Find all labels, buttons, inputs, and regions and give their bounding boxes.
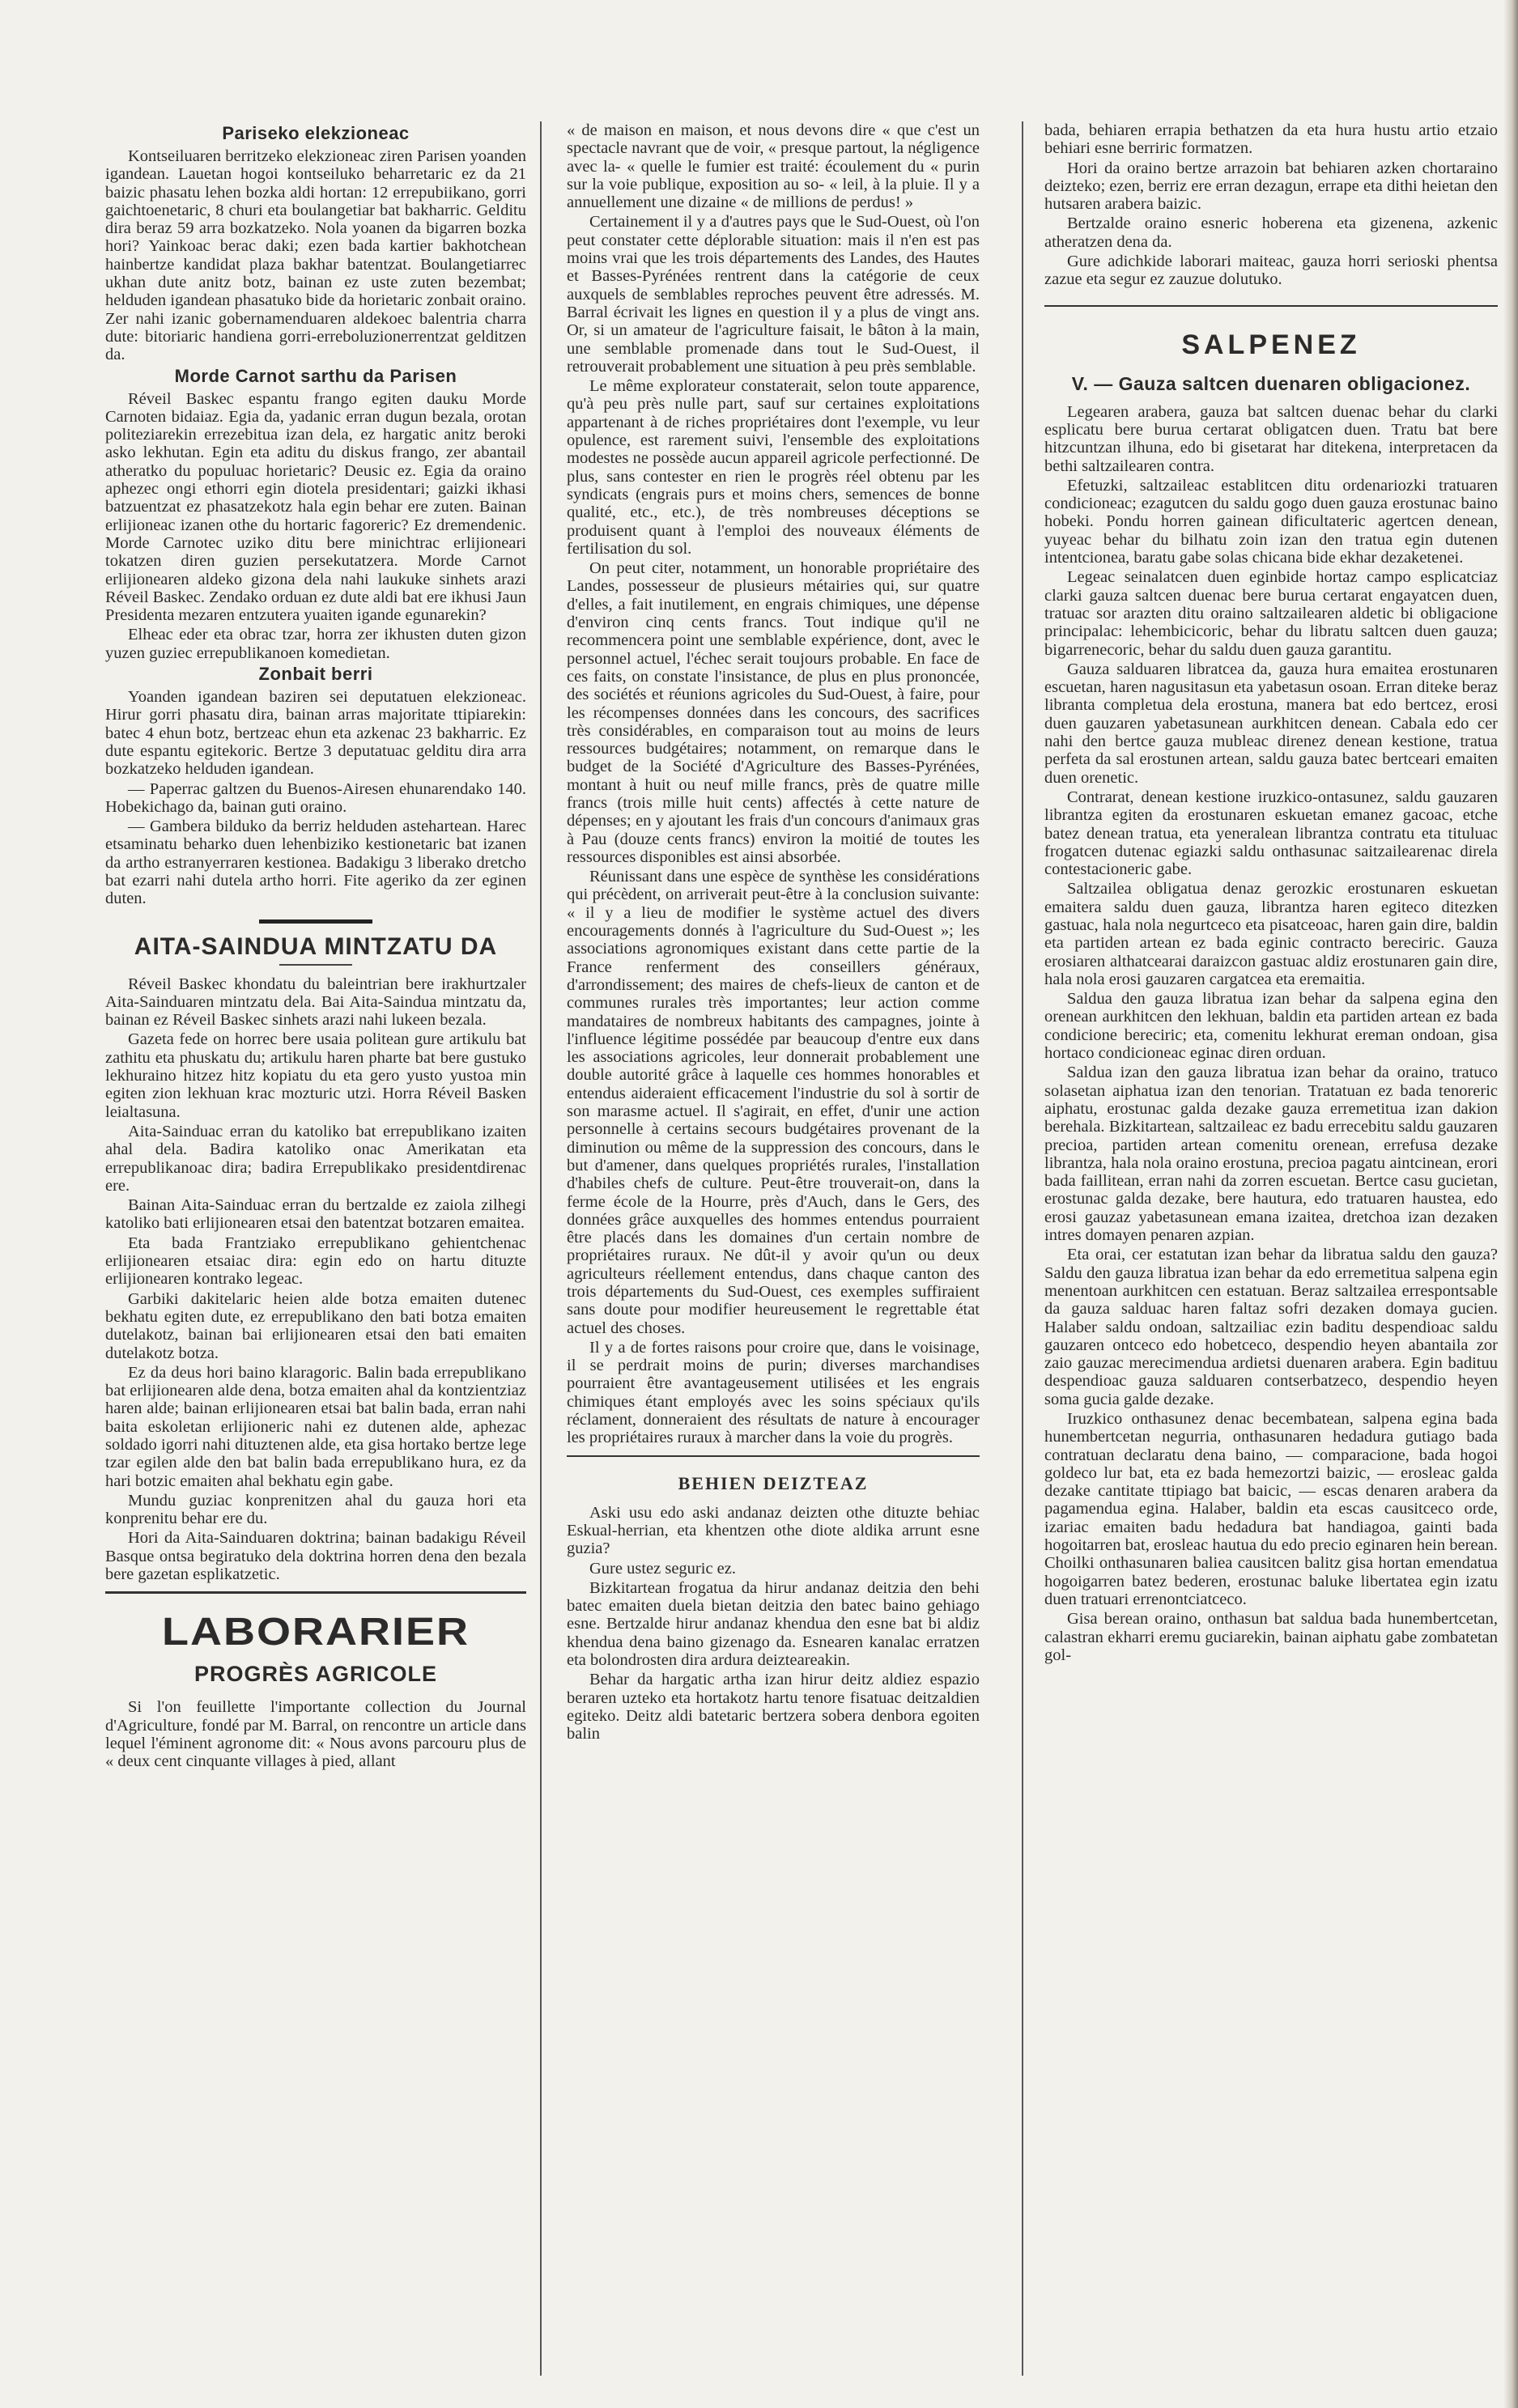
article-paragraph: Le même explorateur constaterait, selon toute apparence, qu'à peu près nulle part, sauf sur certaines exploitations appartenant à de riches propriétaires dont l'exemple, vu leur opulence, est rarement suivi, l'ensemble des exploitations modestes ne possède aucun appareil agricole perfectionné. De plus, sans contester en rien le progrès réel obtenu par les syndicats (engrais purs et moins chers, semences de bonne qualité, etc., etc.), de très nombreuses déceptions se produisent quant à l'emploi des nouveaux éléments de fertilisation du sol.: [567, 377, 980, 558]
section-heading: LABORARIER: [162, 1610, 470, 1654]
article-paragraph: Legeac seinalatcen duen eginbide hortaz campo esplicatciaz clarki gauza saltcen duenac bere burua certarat engayatcen duen, tratuac sor arazten ditu oraino saltzailearen aldetic bi obligacione principalac: lehembicicoric, behar du libratu saltcen duen gauza; bigarrenecoric, behar du saldu duen gauza garantitu.: [1044, 568, 1498, 659]
article-paragraph: Gauza salduaren libratcea da, gauza hura emaitea erostunaren escuetan, haren nagusitasun eta yabetasun osoan. Erran diteke beraz libranta completua dela erostuna, manera bat edo bertcez, erosi duen gauzaren yabetasunean aurkhitcen denean. Cabala edo cer nahi den bertce gauza mubleac direnez denean kestione, tratua perfeta da sal erostunen artean, saldu gauza batec bertceari emaiten duen orenetic.: [1044, 660, 1498, 787]
article-paragraph: Gure ustez seguric ez.: [589, 1559, 736, 1578]
section-heading: AITA-SAINDUA MINTZATU DA: [134, 932, 498, 960]
article-paragraph: Ez da deus hori baino klaragoric. Balin bada errepublikano bat erlijionearen alde dena, botza emaiten ahal da kontzientziaz haren alde; bainan erlijionearen etsai bat balin bada, erran nahi baita eskoletan erlijioneric nahi ez dutenen alde, aphezac soldado igorri nahi dituztenen alde, eta gisa hortako bertze lege tzar egilen alde den bat balin bada errepublikano hura, ez da hari botzic emaiten ahal bekhatu egin gabe.: [105, 1363, 526, 1490]
article-paragraph: Réunissant dans une espèce de synthèse les considérations qui précèdent, on arriverait peut-être à la conclusion suivante: « il y a lieu de modifier le système actuel des divers encouragements donnés à l'agriculture du Sud-Ouest »; les associations agronomiques existant dans cette partie de la France renferment des conseillers généraux, d'arrondissement; des maires de chefs-lieux de canton et de communes rurales très importantes; leur action comme mandataires de nombreux habitants des campagnes, jointe à l'influence légitime possédée par beaucoup d'entre eux dans les associations agricoles, leur donnerait probablement une double autorité grâce à laquelle ces hommes honorables et entendus aideraient efficacement l'industrie du sol à sortir de son marasme actuel. Il s'agirait, en effet, d'unir une action personnelle à certains secours budgétaires provenant de la diminution ou même de la suppression des concours, dans le but d'amener, dans quelques propriétés rurales, l'installation d'habiles chefs de culture. Peut-être trouverait-on, dans la ferme école de la Hourre, près d'Auch, dans le Gers, des données grâce auxquelles des hommes entendus pourraient être placés dans les domaines d'un certain nombre de propriétaires ruraux. Ne dût-il y avoir qu'un ou deux agriculteurs réellement entendus, dans chaque canton des trois départements du Sud-Ouest, ces exemples suffiraient sans doute pour modifier heureusement le regrettable état actuel des choses.: [567, 868, 980, 1337]
article-paragraph: Contrarat, denean kestione iruzkico-ontasunez, saldu gauzaren librantza egiten da erostunaren eskuetan emanez gacoac, etche batez denean tratua, eta yeneralean librantza contratu eta tituluac frogatcen dutenac egiazki saldu onthasunac saitzailearenac direla contestacioneric gabe.: [1044, 788, 1498, 879]
article-paragraph: Gure adichkide laborari maiteac, gauza horri serioski phentsa zazue eta segur ez zauzue dolutuko.: [1044, 253, 1498, 289]
chapter-heading: V. — Gauza saltcen duenaren obligacionez.: [1071, 372, 1471, 394]
article-paragraph: Hori da oraino bertze arrazoin bat behiaren azken chortaraino deizteko; ezen, berriz ere erran dezagun, errape eta dithi heietan den hutsaren arabera baizic.: [1044, 159, 1498, 214]
section-subheading: PROGRÈS AGRICOLE: [193, 1662, 438, 1687]
section-heading: SALPENEZ: [1181, 329, 1361, 360]
article-paragraph: Bizkitartean frogatua da hirur andanaz deitzia den behi batec emaiten duela bietan deitzia den batec baino gehiago esne. Bertzalde hirur andanaz khendua den esne bat bi aldiz khendua dena baino gizenago da. Esnearen kanalac erratzen eta bolondrosten dira ardura deizteareakin.: [567, 1578, 980, 1670]
divider: [567, 1455, 980, 1457]
article-paragraph: — Paperrac galtzen du Buenos-Airesen ehunarendako 140. Hobekichago da, bainan guti oraino.: [105, 779, 526, 816]
article-paragraph: Elheac eder eta obrac tzar, horra zer ikhusten duten gizon yuzen guziec errepublikanoen komedietan.: [105, 626, 526, 662]
section-heading: Pariseko elekzioneac: [222, 123, 410, 143]
article-paragraph: On peut citer, notamment, un honorable propriétaire des Landes, possesseur de plusieurs métairies qui, sur quatre d'elles, a fait inutilement, en engrais chimiques, une dépense d'environ cinq cents francs. Tout indique qu'il ne recommencera point une semblable expérience, dont, avec le personnel actuel, l'échec serait toujours probable. En face de ces faits, on constate l'insistance, de plus en plus prononcée, des sociétés et réunions agricoles du Sud-Ouest, à faire, pour les récompenses données dans les concours, des sacrifices très considérables, en comparaison tout au moins de leurs ressources budgétaires; notamment, on remarque dans le budget de la Société d'Agriculture des Basses-Pyrénées, montant à huit ou neuf mille francs, près de quatre mille francs (trois mille huit cents) affectés à cette nature de dépenses; en y ajoutant les frais d'un concours d'animaux gras à Pau (douze cents francs) environ la moitié de toutes les ressources disponibles est ainsi absorbée.: [567, 559, 980, 866]
page-edge-shadow: [1503, 0, 1518, 2408]
section-heading: BEHIEN DEIZTEAZ: [678, 1472, 869, 1493]
column-3: [1044, 121, 1498, 2388]
divider: [259, 919, 372, 924]
article-paragraph: Garbiki dakitelaric heien alde botza emaiten dutenec bekhatu egiten dute, ez errepublikano den bati botza emaiten dutelakotz, bainan bai erlijionearen etsai den bati emaiten dutelakotz botza.: [105, 1289, 526, 1362]
article-paragraph: Behar da hargatic artha izan hirur deitz aldiez espazio beraren uzteko eta hortakotz hartu tenore fisatuac deitzaldien egiteko. Deitz aldi batetaric bertzera sobera denbora egoiten balin: [567, 1671, 980, 1743]
divider: [105, 1591, 526, 1594]
column-rule: [540, 121, 542, 2376]
article-paragraph: Réveil Baskec khondatu du baleintrian bere irakhurtzaler Aita-Sainduaren mintzatu dela. Bai Aita-Saindua mintzatu da, bainan ez Réveil Baskec sinhets arazi nahi lukeen bezala.: [105, 975, 526, 1030]
divider: [279, 964, 352, 966]
article-paragraph: Eta orai, cer estatutan izan behar da libratua saldu den gauza? Saldu den gauza libratua izan behar da edo erremetitua salpena egin menentoan aurkhitcen cen estatuan. Beraz saltzailea errespontsable da gauza salduac haren faltaz sofri dezaken domaya gucien. Halaber saldu ondoan, saltzailiac ezin baditu despendioac saldu gauzaren ontceco edo hobetceco, despendio heyen abantaila zor zaio gauzac merecimendua ardietsi duenaren arabera. Egin badituu despendioac gauza salduaren contserbatzeco, despendio heyen soma gucia galde dezake.: [1044, 1246, 1498, 1408]
article-paragraph: Hori da Aita-Sainduaren doktrina; bainan badakigu Réveil Basque ontsa begiratuko dela doktrina horren dena den bezala bere gazetan esplikatzetic.: [105, 1529, 526, 1584]
column-2: [567, 121, 980, 2388]
article-paragraph: Réveil Baskec espantu frango egiten dauku Morde Carnoten bidaiaz. Egia da, yadanic erran dugun bezala, orotan politeziarekin errezebitua izan dela, ez hargatic anitz beroki asko lekhutan. Egin eta aditu du diskus frango, zer abantail atheratko du populuac horietaric? Deusic ez. Egia da oraino aphezec ongi ethorri egin diotela presidentari; gaizki ikhasi batzuentzat ez phasatzekotz hala egin behar ere zuten. Bainan erlijioneac izanen othe du hortaric fagoreric? Ez dremendenic. Morde Carnotec uziko ditu bere minichtrac erlijioneari tokatzen diren guzien persekutatzera. Morde Carnot erlijionearen aldeko gizona dela nahi laukuke sinhets arazi Réveil Baskec. Zendako orduan ez dute aldi bat ere ikhusi Jaun Presidenta mezaren entzutera yuaiten igande egunarekin?: [105, 389, 526, 625]
article-paragraph: Efetuzki, saltzaileac establitcen ditu ordenariozki tratuaren condicioneac; ezagutcen du saldu gogo duen gauza erostunac baino hobeki. Pondu horren gainean dificultateric agertcen denean, yuyeac behar du bilhatu zoin izan den tratua egin dutenen intentcionea, baratu gabe solas chicana bide ekhar dezaketenei.: [1044, 476, 1498, 567]
column-1: [105, 121, 526, 2388]
article-paragraph: Mundu guziac konprenitzen ahal du gauza hori eta konprenitu behar ere du.: [105, 1491, 526, 1528]
article-paragraph: Bainan Aita-Sainduac erran du bertzalde ez zaiola zilhegi katoliko bati erlijionearen etsai den batentzat botzaren emaitea.: [105, 1196, 526, 1233]
article-paragraph: Eta bada Frantziako errepublikano gehientchenac erlijionearen etsaiac dira: egin edo on hartu dituzte erlijionearen kontrako legeac.: [105, 1234, 526, 1289]
article-paragraph: Aita-Sainduac erran du katoliko bat errepublikano izaiten ahal dela. Badira katoliko onac Amerikatan eta errepublikanoac dira; badira Errepublikako presidentdirenac ere.: [105, 1122, 526, 1195]
article-paragraph: Kontseiluaren berritzeko elekzioneac ziren Parisen yoanden igandean. Lauetan hogoi kontseiluko beharretaric ez da 21 baizic phasatu lehen bozka aldi hortan: 12 errepubiikano, gorri gaichtoenetaric, 8 churi eta boulangetiar bat bakharric. Gelditu dira beraz 59 arra bozkatzeko. Nola yoanen da bigarren bozka hori? Yainkoac berac daki; ezen bada kartier bakhotchean hainbertze kandidat plaza bakhar batentzat. Boulangetiarrec ukhan dute anitz botz, bainan ez uste zuten bezembat; helduden igandean phasatuko bide da horietaric zonbait oraino. Zer nahi izanic gobernamenduaren aldekoec balentria charra dute: bitoriaric handiena gorri-erreboluzionerrentzat gelditzen da.: [105, 147, 526, 364]
article-paragraph: Si l'on feuillette l'importante collection du Journal d'Agriculture, fondé par M. Barral, on rencontre un article dans lequel l'éminent agronome dit: « Nous avons parcouru plus de « deux cent cinquante villages à pied, allant: [105, 1698, 526, 1771]
article-paragraph: Saltzailea obligatua denaz gerozkic erostunaren eskuetan emaitera saldu duen gauza, librantza haren egiteco ditezken gastuac, hala nola negurtceco eta pisatceoac, haren gain dire, baldin eta partiden artean ez bada eginic contracto bereciric. Gauza erosiaren althatcearai daraizcon gastuac aldiz erostunaren gain dire, hala nola erosi gauzaren cargatcea eta eremaitia.: [1044, 880, 1498, 988]
article-paragraph: Gazeta fede on horrec bere usaia politean gure artikulu bat zathitu eta phuskatu du; artikulu haren pharte bat bere gustuko lekhuraino hitzez hitz kopiatu du eta gero yusto yustoa min egiten zion lekhuan krac mozturic utzi. Horra Réveil Basken leialtasuna.: [105, 1030, 526, 1121]
article-paragraph: « de maison en maison, et nous devons dire « que c'est un spectacle navrant que de voir, « presque partout, la négligence avec la- « quelle le fumier est traité: écoulement du « purin sur la voie publique, exposition au so- « leil, à la pluie. Il y a annuellement une dizaine « de millions de perdus! »: [567, 121, 980, 212]
section-heading: Zonbait berri: [258, 664, 373, 685]
article-paragraph: Certainement il y a d'autres pays que le Sud-Ouest, où l'on peut constater cette déplorable situation: mais il n'en est pas moins vrai que les trois départements des Landes, des Hautes et Basses-Pyrénées rentrent dans la catégorie de ceux auxquels de semblables reproches peuvent être adressés. M. Barral écrivait les lignes en question il y a plus de vingt ans. Or, si un amateur de l'agriculture faisait, le bâton à la main, une semblable promenade dans tout le Sud-Ouest, il retrouverait probablement une situation à peu près semblable.: [567, 213, 980, 376]
article-paragraph: Saldua den gauza libratua izan behar da salpena egina den orenean aurkhitcen den lekhuan, baldin eta partiden artean ez bada condicione bereciric; eta, comenitu lekhurat ereman ondoan, gisa hortaco condicioneac eginac diren orduan.: [1044, 990, 1498, 1063]
article-paragraph: Aski usu edo aski andanaz deizten othe dituzte behiac Eskual-herrian, eta khentzen othe diote aldika arrunt esne guzia?: [567, 1503, 980, 1558]
section-heading: Morde Carnot sarthu da Parisen: [174, 365, 457, 386]
article-paragraph: Yoanden igandean baziren sei deputatuen elekzioneac. Hirur gorri phasatu dira, bainan arras majoritate ttipiarekin: batec 4 ehun botz, bertzeac ehun eta azkenac 23 bakharric. Ez dute espantu egitekoric. Bertze 3 deputatuac gelditu dira arra bozkatzeko helduden igandean.: [105, 688, 526, 779]
article-paragraph: Bertzalde oraino esneric hoberena eta gizenena, azkenic atheratzen dena da.: [1044, 214, 1498, 251]
divider: [1044, 305, 1498, 307]
article-paragraph: Il y a de fortes raisons pour croire que, dans le voisinage, il se perdrait moins de purin; diverses marchandises pourraient être avantageusement utilisées et les engrais chimiques étant employés avec les soins spéciaux qu'ils réclament, donneraient des résultats de nature à encourager les propriétaires ruraux à marcher dans la voie du progrès.: [567, 1338, 980, 1447]
article-paragraph: — Gambera bilduko da berriz helduden astehartean. Harec etsaminatu beharko duen lehenbiziko kestionetaric bat izanen da artho estranyerraren kestionea. Badakigu 3 liberako dretcho bat ezarri nahi dutela artho horri. Fite ageriko da zer eginen duten.: [105, 818, 526, 908]
article-paragraph: Iruzkico onthasunez denac becembatean, salpena egina bada hunembertcetan negurria, onthasunaren hedadura gutiago bada contratuan declaratu dena baino, — comparacione, bada hogoi goldeco lur bat, eta ez bada hemezortzi baizic, — erosleac galda dezake cantitate ttipiago bat baicic, — escas denaren arabera da pagamendua egina. Halaber, baldin eta escas causitceco orde, izariac emaiten badu hedadura bat handiagoa, gainti bada hogoitarren bat, erosleac hautua du edo precio eginaren hein berean. Choilki onthasunaren baliea causitcen balitz gisa hortan emendatua hogoigarren batez bederen, erostunac baluke libertatea egin izatu duen tratuari errenontciatceco.: [1044, 1410, 1498, 1608]
column-rule: [1022, 121, 1023, 2376]
article-paragraph: Saldua izan den gauza libratua izan behar da oraino, tratuco solasetan aiphatua izan den tenorian. Tratatuan ez bada tenoreric aiphatu, erostunac galda dezake gauza erremetitua izan dakion berehala. Bizkitartean, saltzaileac ez badu errecebitu saldu gauzaren precioa, partiden artean comenitu orenean, errefusa dezake librantza, hala nola oraino erostuna, precioa pagatu aintcinean, erori bada faillitean, erran nahi da zorren escuetan. Bertce casu gucietan, erostunac galda dezake, bere hautura, edo tratuaren haustea, edo erosi gauzaz yabetasunean emana izaitea, dretchoa izan dezaken intres domayen penaren azpian.: [1044, 1064, 1498, 1245]
article-paragraph: Legearen arabera, gauza bat saltcen duenac behar du clarki esplicatu bere burua certarat obligatcen duen. Tratu bat bere hitzcuntzan ilhuna, edo bi gisetarat har ditekena, interpretacen da bethi saltzailearen contra.: [1044, 402, 1498, 475]
article-paragraph: Gisa berean oraino, onthasun bat saldua bada hunembertcetan, calastran ekharri eremu guciarekin, bainan aiphatu gabe zombatetan gol-: [1044, 1610, 1498, 1664]
article-paragraph: bada, behiaren errapia bethatzen da eta hura hustu artio etzaio behiari esne berriric formatzen.: [1044, 121, 1498, 158]
